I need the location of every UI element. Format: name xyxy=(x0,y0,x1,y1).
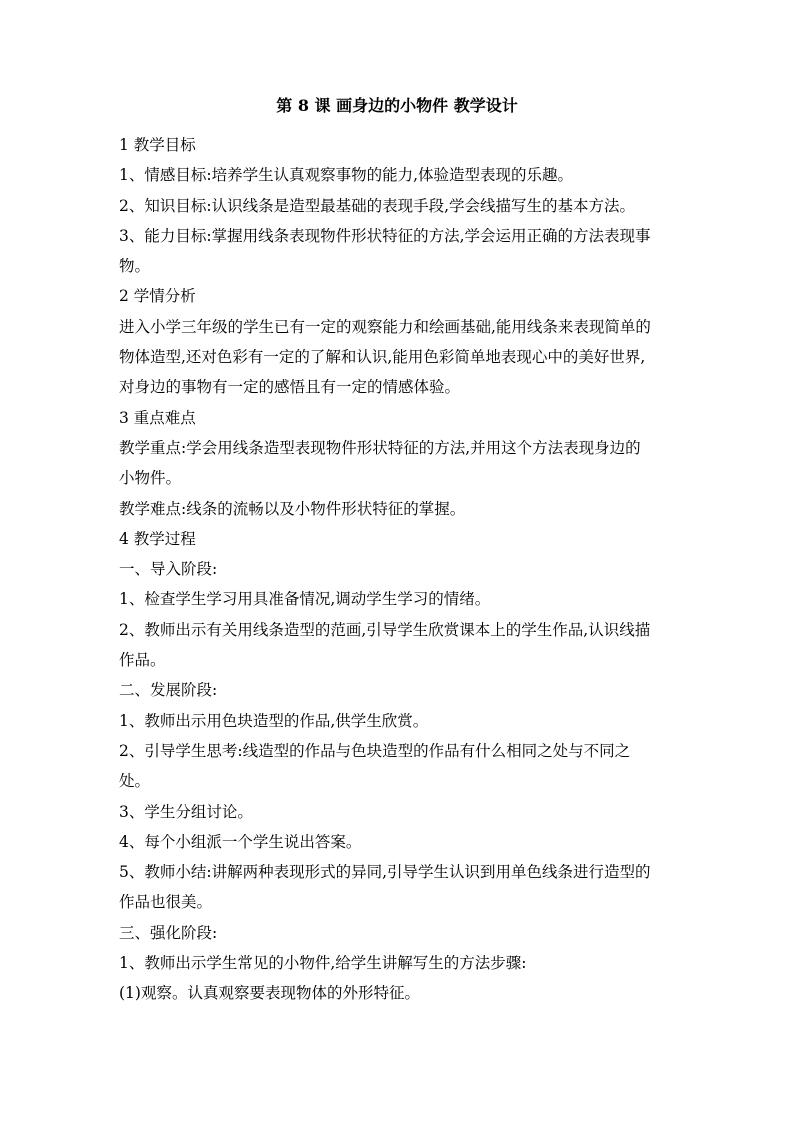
text-line: 教学重点:学会用线条造型表现物件形状特征的方法,并用这个方法表现身边的 xyxy=(119,438,641,457)
document-body xyxy=(119,130,679,1009)
text-line: 3、能力目标:掌握用线条表现物件形状特征的方法,学会运用正确的方法表现事 xyxy=(119,226,651,245)
text-line: 一、导入阶段: xyxy=(119,560,218,579)
text-line: 教学难点:线条的流畅以及小物件形状特征的掌握。 xyxy=(119,499,466,518)
text-line: 1、教师出示学生常见的小物件,给学生讲解写生的方法步骤: xyxy=(119,954,527,973)
text-line: 3 重点难点 xyxy=(119,408,196,427)
text-line: 进入小学三年级的学生已有一定的观察能力和绘画基础,能用线条来表现简单的 xyxy=(119,317,651,336)
text-line: 1、检查学生学习用具准备情况,调动学生学习的情绪。 xyxy=(119,590,491,609)
text-line: 5、教师小结:讲解两种表现形式的异同,引导学生认识到用单色线条进行造型的 xyxy=(119,863,651,882)
text-line: 小物件。 xyxy=(119,469,182,488)
text-line: 1、教师出示用色块造型的作品,供学生欣赏。 xyxy=(119,711,429,730)
text-line: (1)观察。认真观察要表现物体的外形特征。 xyxy=(119,984,420,1003)
text-line: 2、引导学生思考:线造型的作品与色块造型的作品有什么相同之处与不同之 xyxy=(119,741,631,760)
text-line: 2、知识目标:认识线条是造型最基础的表现手段,学会线描写生的基本方法。 xyxy=(119,196,636,215)
text-line: 三、强化阶段: xyxy=(119,923,218,942)
text-line: 物体造型,还对色彩有一定的了解和认识,能用色彩简单地表现心中的美好世界, xyxy=(119,348,646,367)
text-line: 1 教学目标 xyxy=(119,136,196,154)
text-line: 处。 xyxy=(119,772,151,791)
text-line: 4、每个小组派一个学生说出答案。 xyxy=(119,832,362,851)
text-line: 物。 xyxy=(119,257,151,276)
text-line: 作品也很美。 xyxy=(119,893,213,912)
text-line: 2 学情分析 xyxy=(119,287,196,306)
text-line: 2、教师出示有关用线条造型的范画,引导学生欣赏课本上的学生作品,认识线描 xyxy=(119,620,651,639)
text-line: 1、情感目标:培养学生认真观察事物的能力,体验造型表现的乐趣。 xyxy=(119,166,574,185)
text-line: 二、发展阶段: xyxy=(119,681,218,700)
text-line: 作品。 xyxy=(119,651,166,670)
text-line: 对身边的事物有一定的感悟且有一定的情感体验。 xyxy=(119,378,461,397)
document-title: 第 8 课 画身边的小物件 教学设计 xyxy=(276,96,518,115)
text-line: 3、学生分组讨论。 xyxy=(119,802,253,821)
text-line: 4 教学过程 xyxy=(119,529,196,548)
